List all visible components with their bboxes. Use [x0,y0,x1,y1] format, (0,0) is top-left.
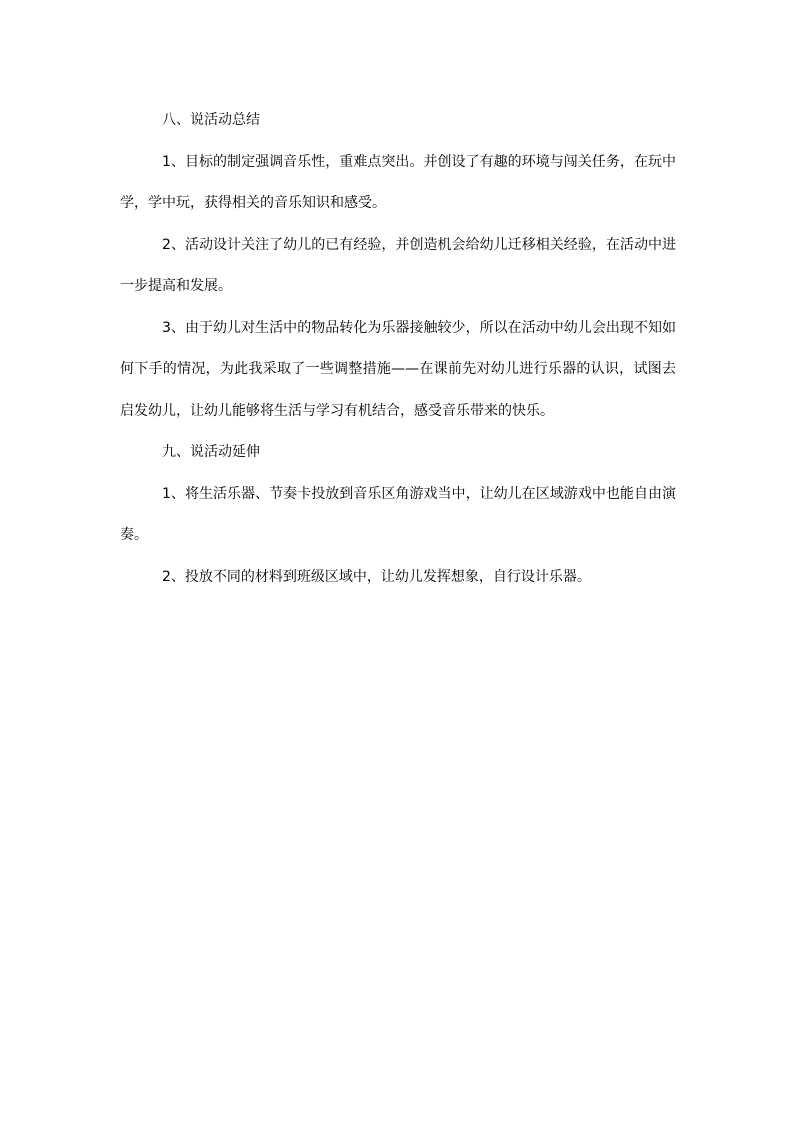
document-body [120,100,676,598]
extension-paragraph-1: 1、将生活乐器、节奏卡投放到音乐区角游戏当中，让幼儿在区域游戏中也能自由演奏。 [120,485,676,543]
section-heading-summary: 八、说活动总结 [162,112,260,128]
extension-paragraph-2: 2、投放不同的材料到班级区域中，让幼儿发挥想象，自行设计乐器。 [162,568,591,585]
section-heading-extension: 九、说活动延伸 [162,444,260,460]
summary-paragraph-3: 3、由于幼儿对生活中的物品转化为乐器接触较少，所以在活动中幼儿会出现不知如何下手的情况，为此我采取了一些调整措施——在课前先对幼儿进行乐器的认识，试图去启发幼儿，让幼儿能够将生活与学习有机结合，感受音乐带来的快乐。 [120,319,676,419]
summary-paragraph-2: 2、活动设计关注了幼儿的已有经验，并创造机会给幼儿迁移相关经验，在活动中进一步提高和发展。 [120,236,676,294]
summary-paragraph-1: 1、目标的制定强调音乐性，重难点突出。并创设了有趣的环境与闯关任务，在玩中学，学中玩，获得相关的音乐知识和感受。 [120,153,676,211]
